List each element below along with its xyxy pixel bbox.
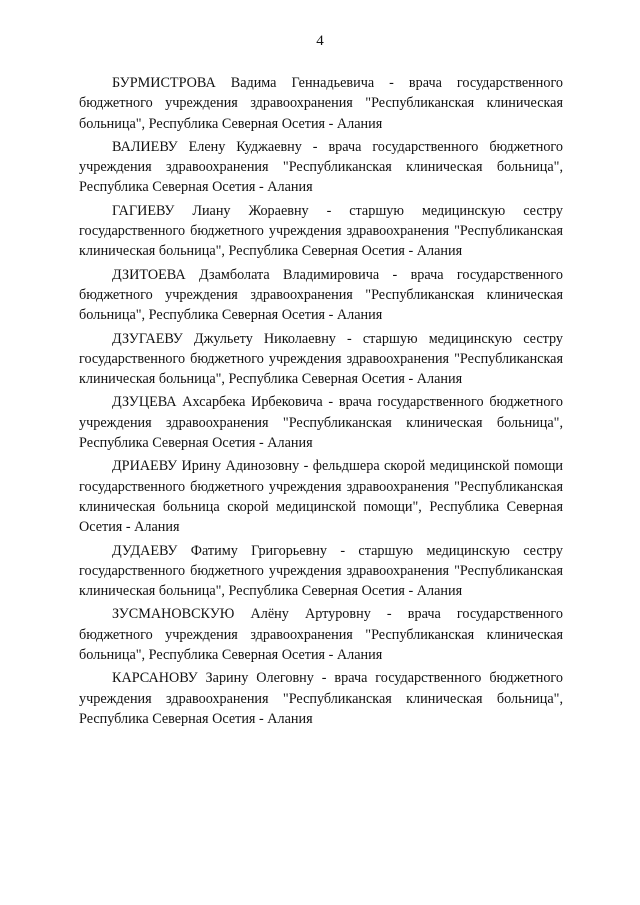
list-entry: ДЗУГАЕВУ Джульету Николаевну - старшую медицинскую сестру государственного бюджетного учреждения здравоохранения "Республиканская клиническая больница", Республика Северная Осетия - Алания [79, 330, 563, 388]
list-entry: ДЗУЦЕВА Ахсарбека Ирбековича - врача государственного бюджетного учреждения здравоохранения "Республиканская клиническая больница", Республика Северная Осетия - Алания [79, 394, 563, 452]
list-entry: ЗУСМАНОВСКУЮ Алёну Артуровну - врача государственного бюджетного учреждения здравоохранения "Республиканская клиническая больница", Республика Северная Осетия - Алания [79, 606, 563, 664]
list-entry: КАРСАНОВУ Зарину Олеговну - врача государственного бюджетного учреждения здравоохранения "Республиканская клиническая больница", Республика Северная Осетия - Алания [79, 670, 563, 727]
list-entry: ДРИАЕВУ Ирину Адинозовну - фельдшера скорой медицинской помощи государственного бюджетного учреждения здравоохранения "Республиканская клиническая больница скорой медицинской помощи", Республика Северная Осетия - Алания [79, 458, 563, 536]
list-entry: ДУДАЕВУ Фатиму Григорьевну - старшую медицинскую сестру государственного бюджетного учреждения здравоохранения "Республиканская клиническая больница", Республика Северная Осетия - Алания [79, 542, 563, 600]
award-list [79, 73, 563, 732]
list-entry: ВАЛИЕВУ Елену Куджаевну - врача государственного бюджетного учреждения здравоохранения "Республиканская клиническая больница", Республика Северная Осетия - Алания [79, 138, 563, 196]
list-entry: БУРМИСТРОВА Вадима Геннадьевича - врача государственного бюджетного учреждения здравоохранения "Республиканская клиническая больница", Республика Северная Осетия - Алания [79, 75, 563, 132]
page-number: 4 [316, 33, 324, 49]
list-entry: ДЗИТОЕВА Дзамболата Владимировича - врача государственного бюджетного учреждения здравоохранения "Республиканская клиническая больница", Республика Северная Осетия - Алания [79, 266, 563, 324]
list-entry: ГАГИЕВУ Лиану Жораевну - старшую медицинскую сестру государственного бюджетного учреждения здравоохранения "Республиканская клиническая больница", Республика Северная Осетия - Алания [79, 202, 563, 260]
